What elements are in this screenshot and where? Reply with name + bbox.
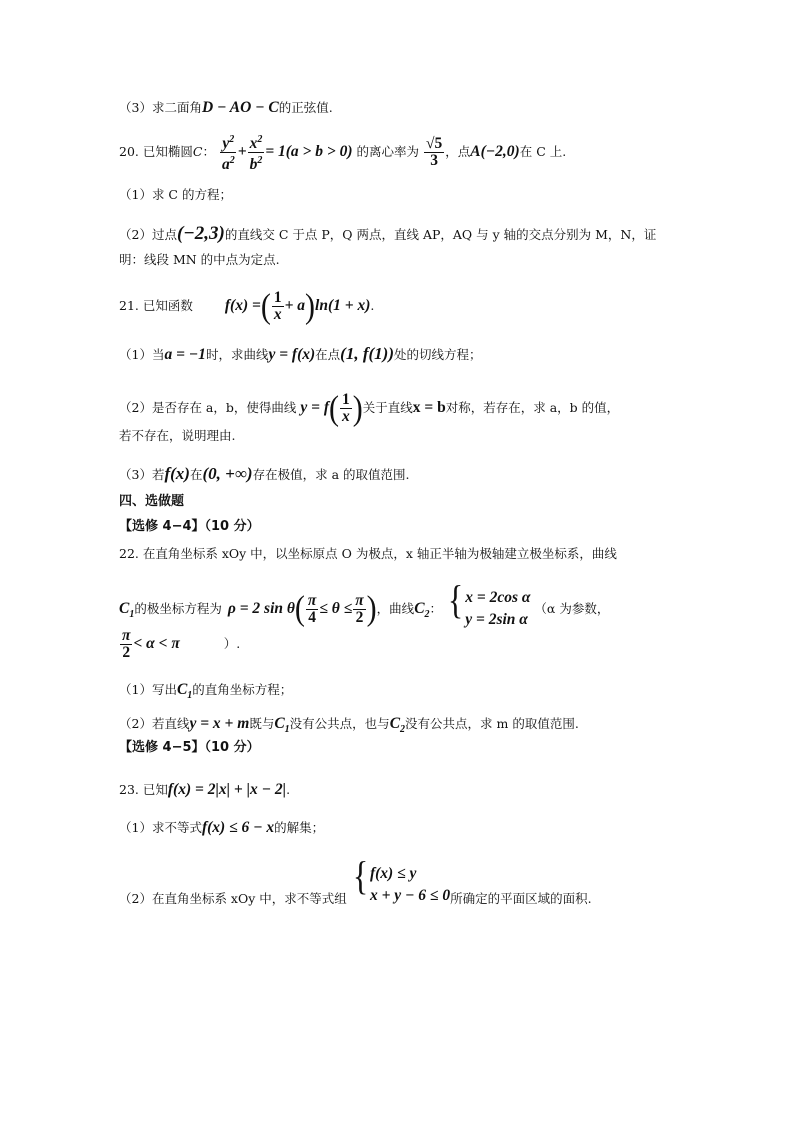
text: （3）若 <box>119 467 165 482</box>
formula: y = x + m <box>189 715 250 732</box>
q20-part1: （1）求 C 的方程； <box>119 187 232 202</box>
q21-stem <box>119 286 375 325</box>
q21-part1 <box>119 346 482 363</box>
formula: ≤ θ ≤ <box>319 600 353 617</box>
text: 时，求曲线 <box>205 347 269 362</box>
text: 的直线交 C 于点 P，Q 两点，直线 AP，AQ 与 y 轴的交点分别为 M，N，证 <box>224 227 657 242</box>
q23-stem <box>119 782 290 798</box>
text: ： <box>429 601 443 616</box>
alpha-range <box>119 628 180 661</box>
q22-part1 <box>119 682 292 704</box>
text: 关于直线 <box>362 400 413 416</box>
formula: 2 <box>424 609 430 621</box>
formula: f(x) ≤ y <box>369 865 417 883</box>
text: ，点 <box>445 144 471 160</box>
text: 在 <box>189 467 203 482</box>
q20-stem <box>119 132 566 173</box>
c1-label <box>274 716 289 738</box>
formula: x + y − 6 ≤ 0 <box>369 887 451 905</box>
formula: f(x) = <box>224 297 261 315</box>
curve-formula: y = f( $\frac{1}{x}$ ) <box>300 388 363 427</box>
section-heading: 四、选做题 <box>119 494 185 509</box>
q22-equations <box>119 577 610 631</box>
text: （2）过点 <box>119 227 177 242</box>
formula: 3 <box>430 152 438 170</box>
text: 没有公共点，求 m 的取值范围. <box>405 716 579 731</box>
text: 在点 <box>315 347 341 362</box>
q21-part3 <box>119 466 409 483</box>
eccentricity <box>423 136 445 169</box>
formula: ln(1 + x) <box>315 297 371 315</box>
text: 所确定的平面区域的面积. <box>450 891 592 906</box>
formula: C <box>274 715 285 732</box>
text: 已知 <box>142 782 168 797</box>
text: ）. <box>223 636 241 652</box>
q21-part2-cont: 若不存在，说明理由. <box>119 428 236 443</box>
elective-44-heading: 【选修 4−4】（10 分） <box>119 519 260 534</box>
formula: 1 <box>129 609 135 621</box>
formula: D − AO − C <box>201 99 279 116</box>
text: 在 C 上. <box>519 144 567 160</box>
formula: f(x) <box>164 464 190 483</box>
formula: 4 <box>308 608 317 626</box>
c2-label <box>414 601 429 623</box>
formula: π <box>122 627 131 644</box>
q22-part2 <box>119 716 579 738</box>
formula: 1 <box>187 690 193 702</box>
formula: ρ = 2 sin θ <box>227 600 295 617</box>
text: ，曲线 <box>376 601 415 616</box>
formula: x = 2cos α <box>465 589 531 607</box>
text: 的离心率为 <box>356 144 420 160</box>
text: C <box>192 144 203 160</box>
formula: √5 <box>426 135 443 153</box>
q22-stem <box>119 546 617 562</box>
text: 的极坐标方程为 <box>134 601 222 616</box>
elective-45-heading: 【选修 4−5】（10 分） <box>119 740 260 755</box>
formula: 2 <box>355 608 364 626</box>
text: 既与 <box>249 716 275 731</box>
formula: x = b <box>412 399 446 417</box>
text: 的解集； <box>274 820 325 835</box>
inequality-system: { f(x) ≤ y x + y − 6 ≤ 0 <box>351 856 450 907</box>
point-a: A(−2,0) <box>470 143 520 161</box>
q23-part2 <box>119 853 592 907</box>
ellipse-equation: $\frac{y^2}{a^2}$ + $\frac{x^2}{b^2}$ = 1(a > b > 0) <box>221 134 353 174</box>
formula: (1, f(1)) <box>340 344 394 363</box>
parametric-system: { x = 2cos α y = 2sin α <box>446 580 530 631</box>
formula: C <box>119 600 130 617</box>
formula: (0, +∞) <box>202 464 253 483</box>
c1-label <box>119 601 134 623</box>
formula: 2 <box>122 644 131 661</box>
text: 在直角坐标系 xOy 中，以坐标原点 O 为极点，x 轴正半轴为极轴建立极坐标系，曲线 <box>142 546 617 561</box>
q20-part2-cont: 明：线段 MN 的中点为定点. <box>119 252 280 267</box>
point: (−2,3) <box>176 223 225 244</box>
text: （α 为参数， <box>534 601 610 616</box>
text: ： <box>202 144 215 160</box>
c2-label <box>390 716 405 738</box>
text: 处的切线方程； <box>393 347 482 362</box>
text: . <box>370 298 375 314</box>
formula: y = f(x) <box>268 346 316 363</box>
formula: f(x) = 2|x| + |x − 2| <box>167 781 287 798</box>
formula: C <box>414 600 425 617</box>
text: 的直角坐标方程； <box>192 682 293 697</box>
q21-part2 <box>119 388 620 427</box>
text: （2）在直角坐标系 xOy 中，求不等式组 <box>119 891 347 906</box>
text: 求二面角 <box>151 100 202 115</box>
text: 已知函数 <box>142 298 193 314</box>
formula: π <box>307 591 317 609</box>
formula: C <box>176 681 188 698</box>
q23-part1 <box>119 820 324 836</box>
formula: 2 <box>400 724 406 736</box>
formula: a = −1 <box>164 346 206 363</box>
q22-range <box>119 628 240 661</box>
formula: y = 2sin α <box>465 611 528 629</box>
polar-equation: ρ = 2 sin θ( $\frac{\pi}{4}$ ≤ θ ≤ $\frac{\pi}{2}$ ) <box>227 589 377 628</box>
formula: 1 <box>284 724 290 736</box>
question-number: 23. <box>119 782 139 797</box>
text: . <box>286 782 291 797</box>
question-number: 20. <box>119 144 139 160</box>
text: （1）求不等式 <box>119 820 202 835</box>
question-number: 22. <box>119 546 139 561</box>
part-number: （3） <box>119 100 152 115</box>
formula: = 1(a > b > 0) <box>265 143 353 161</box>
q19-part3 <box>119 100 333 116</box>
question-number: 21. <box>119 298 139 314</box>
formula: π <box>355 591 364 609</box>
text: 已知椭圆 <box>142 144 193 160</box>
text: （2）若直线 <box>119 716 190 731</box>
q20-part2 <box>119 223 657 244</box>
formula: y = f <box>300 399 329 417</box>
formula: C <box>389 715 401 732</box>
text: （2）是否存在 a，b，使得曲线 <box>119 400 297 416</box>
text: 没有公共点，也与 <box>289 716 390 731</box>
function-definition: f(x) =( $\frac{1}{x}$ + a)ln(1 + x) <box>224 286 371 325</box>
c1-label <box>177 682 192 704</box>
text: （1）写出 <box>119 682 177 697</box>
text: 对称，若存在，求 a，b 的值， <box>445 400 620 416</box>
text: （1）当 <box>119 347 165 362</box>
text: 的正弦值. <box>278 100 333 115</box>
formula: f(x) ≤ 6 − x <box>201 819 275 836</box>
formula: < α < π <box>133 635 180 653</box>
text: 存在极值，求 a 的取值范围. <box>252 467 410 482</box>
